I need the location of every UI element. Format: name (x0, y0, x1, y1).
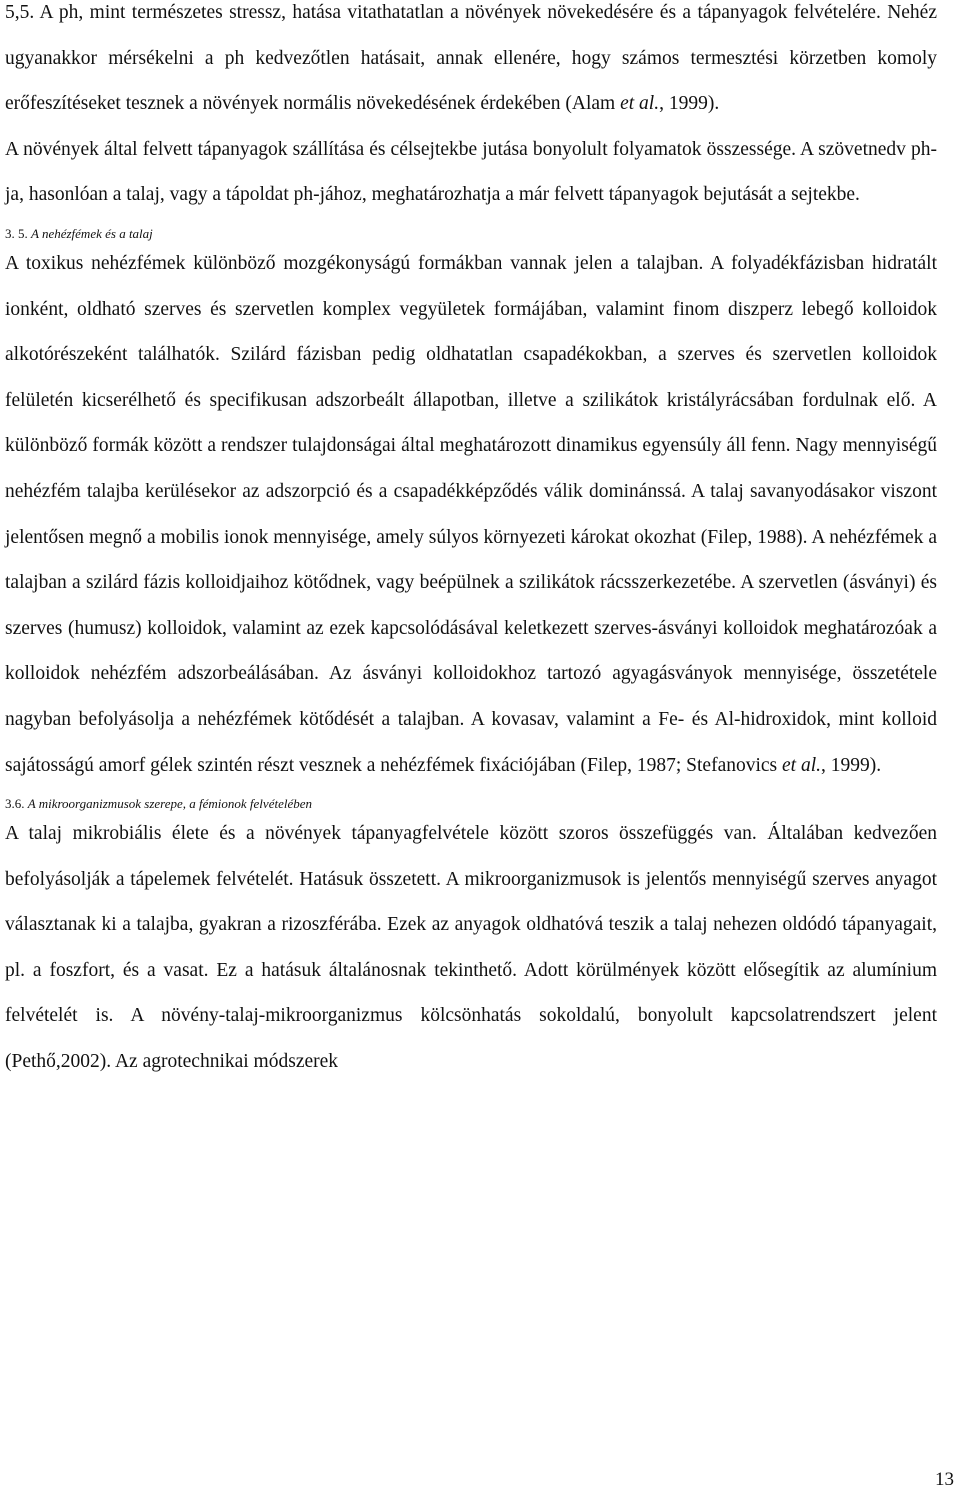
paragraph-heavy-metals-soil (5, 241, 937, 788)
citation-year: , 1999). (821, 754, 882, 776)
citation-et-al: et al. (782, 754, 822, 776)
paragraph-ph-stress (5, 0, 937, 127)
document-page (5, 0, 937, 1085)
section-number: 3.6. (5, 796, 28, 812)
paragraph-microbial-life (5, 811, 937, 1085)
paragraph-text: A toxikus nehézfémek különböző mozgékonyságú formákban vannak jelen a talajban. A folyadékfázisban hidratált ionként, oldható szerves és szervetlen komplex vegyületek formájában, valamint finom diszperz lebegő kolloidok alkotórészeként találhatók. Szilárd fázisban pedig oldhatatlan csapadékokban, a szerves és szervetlen kolloidok felületén kicserélhető és specifikusan adszorbeált állapotban, illetve a szilikátok kristályrácsában fordulnak elő. A különböző formák között a rendszer tulajdonságai által meghatározott dinamikus egyensúly áll fenn. Nagy mennyiségű nehézfém talajba kerülésekor az adszorpció és a csapadékképződés válik dominánssá. A talaj savanyodásakor viszont jelentősen megnő a mobilis ionok mennyisége, amely súlyos környezeti károkat okozhat (Filep, 1988). A nehézfémek a talajban a szilárd fázis kolloidjaihoz kötődnek, vagy beépülnek a szilikátok rácsszerkezetébe. A szervetlen (ásványi) és szerves (humusz) kolloidok, valamint az ezek kapcsolódásával keletkezett szerves-ásványi kolloidok meghatározóak a kolloidok nehézfém adszorbeálásában. Az ásványi kolloidokhoz tartozó agyagásványok mennyisége, összetétele nagyban befolyásolja a nehézfémek kötődését a talajban. A kovasav, valamint a Fe- és Al-hidroxidok, mint kolloid sajátosságú amorf gélek szintén részt vesznek a nehézfémek fixációjában (Filep, 1987; Stefanovics (5, 252, 937, 776)
citation-year: , 1999). (659, 93, 720, 115)
citation-et-al: et al. (620, 93, 660, 115)
section-heading-microorganisms (5, 796, 937, 812)
section-heading-heavy-metals (5, 226, 937, 242)
section-number: 3. 5. (5, 225, 31, 241)
paragraph-text: A talaj mikrobiális élete és a növények tápanyagfelvétele között szoros összefüggés van. Általában kedvezően befolyásolják a tápelemek felvételét. Hatásuk összetett. A mikroorganizmusok is jelentős mennyiségű szerves anyagot választanak ki a talajba, gyakran a rizoszférába. Ezek az anyagok oldhatóvá teszik a talaj nehezen oldódó tápanyagait, pl. a foszfort, és a vasat. Ez a hatásuk általánosnak tekinthető. Adott körülmények között elősegítik az alumínium felvételét is. A növény-talaj-mikroorganizmus kölcsönhatás sokoldalú, bonyolult kapcsolatrendszert jelent (Pethő,2002). Az agrotechnikai módszerek (5, 823, 937, 1073)
paragraph-text: 5,5. A ph, mint természetes stressz, hatása vitathatatlan a növények növekedésére és a tápanyagok felvételére. Nehéz ugyanakkor mérsékelni a ph kedvezőtlen hatásait, annak ellenére, hogy számos termesztési körzetben komoly erőfeszítéseket tesznek a növények normális növekedésének érdekében (Alam (5, 2, 937, 115)
section-title: A nehézfémek és a talaj (31, 225, 153, 241)
paragraph-nutrient-transport (5, 127, 937, 218)
page-number: 13 (935, 1469, 954, 1490)
section-title: A mikroorganizmusok szerepe, a fémionok felvételében (27, 796, 312, 812)
paragraph-text: A növények által felvett tápanyagok szállítása és célsejtekbe jutása bonyolult folyamatok összessége. A szövetnedv ph-ja, hasonlóan a talaj, vagy a tápoldat ph-jához, meghatározhatja a már felvett tápanyagok bejutását a sejtekbe. (5, 138, 937, 206)
